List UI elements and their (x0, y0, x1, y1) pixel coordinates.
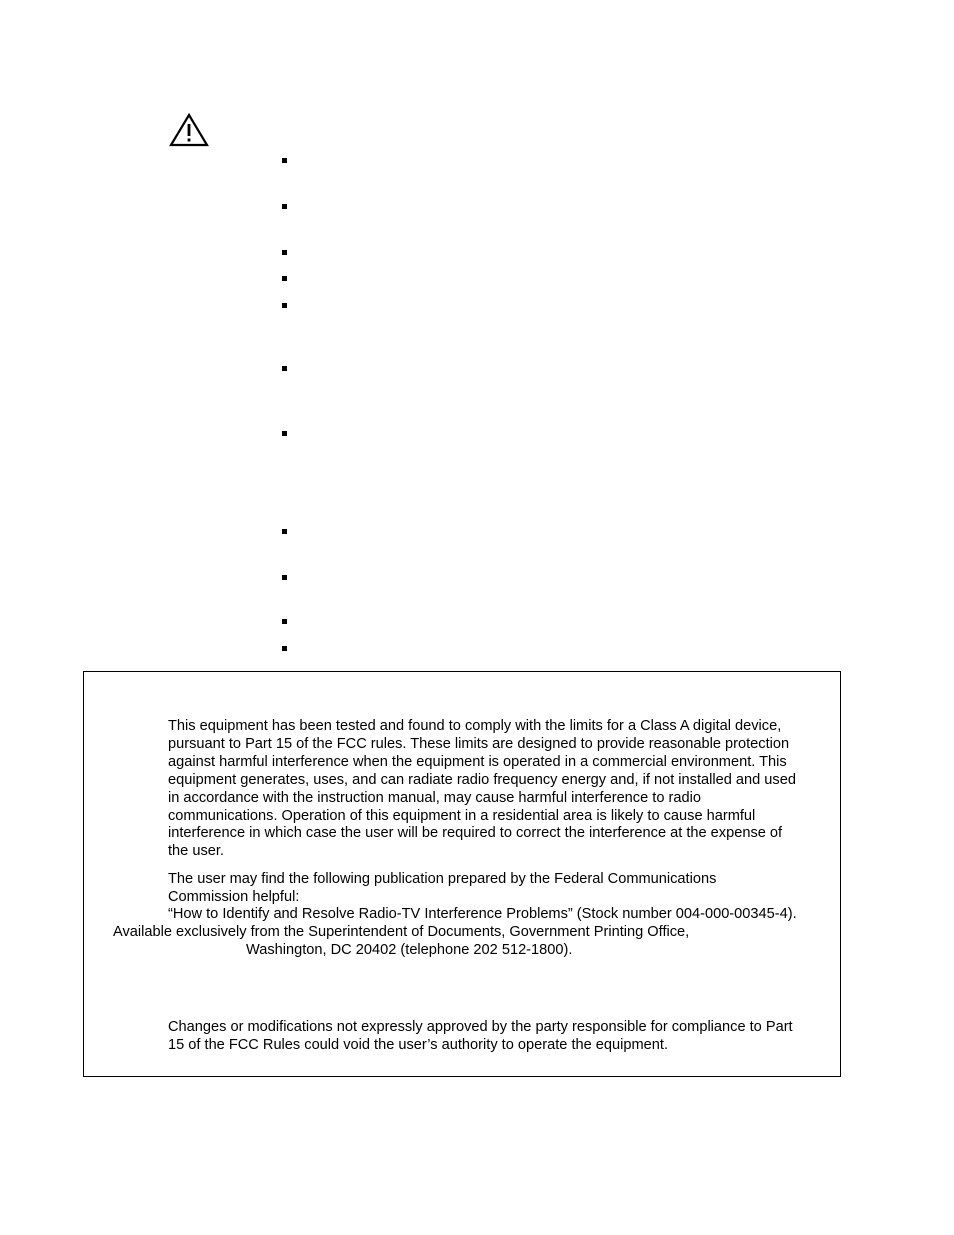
paragraph-line: against harmful interference when the equipment is operated in a commercial environment. This (168, 754, 787, 770)
paragraph-line: Commission helpful: (168, 889, 300, 905)
paragraph-line: Changes or modifications not expressly approved by the party responsible for compliance to Part (168, 1019, 793, 1035)
publication-address: Washington, DC 20402 (telephone 202 512-1800). (246, 942, 573, 958)
paragraph-line: The user may find the following publication prepared by the Federal Communications (168, 871, 717, 887)
list-bullet (282, 250, 287, 255)
paragraph-line: equipment generates, uses, and can radiate radio frequency energy and, if not installed and used (168, 772, 796, 788)
publication-title: “How to Identify and Resolve Radio-TV Interference Problems” (Stock number 004-000-00345-4). (168, 906, 797, 922)
list-bullet (282, 276, 287, 281)
list-bullet (282, 303, 287, 308)
warning-icon (169, 113, 209, 147)
list-bullet (282, 619, 287, 624)
paragraph-line: pursuant to Part 15 of the FCC rules. These limits are designed to provide reasonable protection (168, 736, 790, 752)
paragraph-line: in accordance with the instruction manual, may cause harmful interference to radio (168, 790, 701, 806)
list-bullet (282, 575, 287, 580)
paragraph-line: interference in which case the user will be required to correct the interference at the expense of (168, 825, 783, 841)
list-bullet (282, 158, 287, 163)
list-bullet (282, 646, 287, 651)
paragraph-line: the user. (168, 843, 224, 859)
list-bullet (282, 204, 287, 209)
list-bullet (282, 431, 287, 436)
list-bullet (282, 366, 287, 371)
paragraph-line: This equipment has been tested and found to comply with the limits for a Class A digital device, (168, 718, 782, 734)
paragraph-line: 15 of the FCC Rules could void the user’s authority to operate the equipment. (168, 1037, 668, 1053)
paragraph-line: communications. Operation of this equipment in a residential area is likely to cause harmful (168, 808, 756, 824)
list-bullet (282, 529, 287, 534)
publication-availability: Available exclusively from the Superintendent of Documents, Government Printing Office, (113, 924, 690, 940)
